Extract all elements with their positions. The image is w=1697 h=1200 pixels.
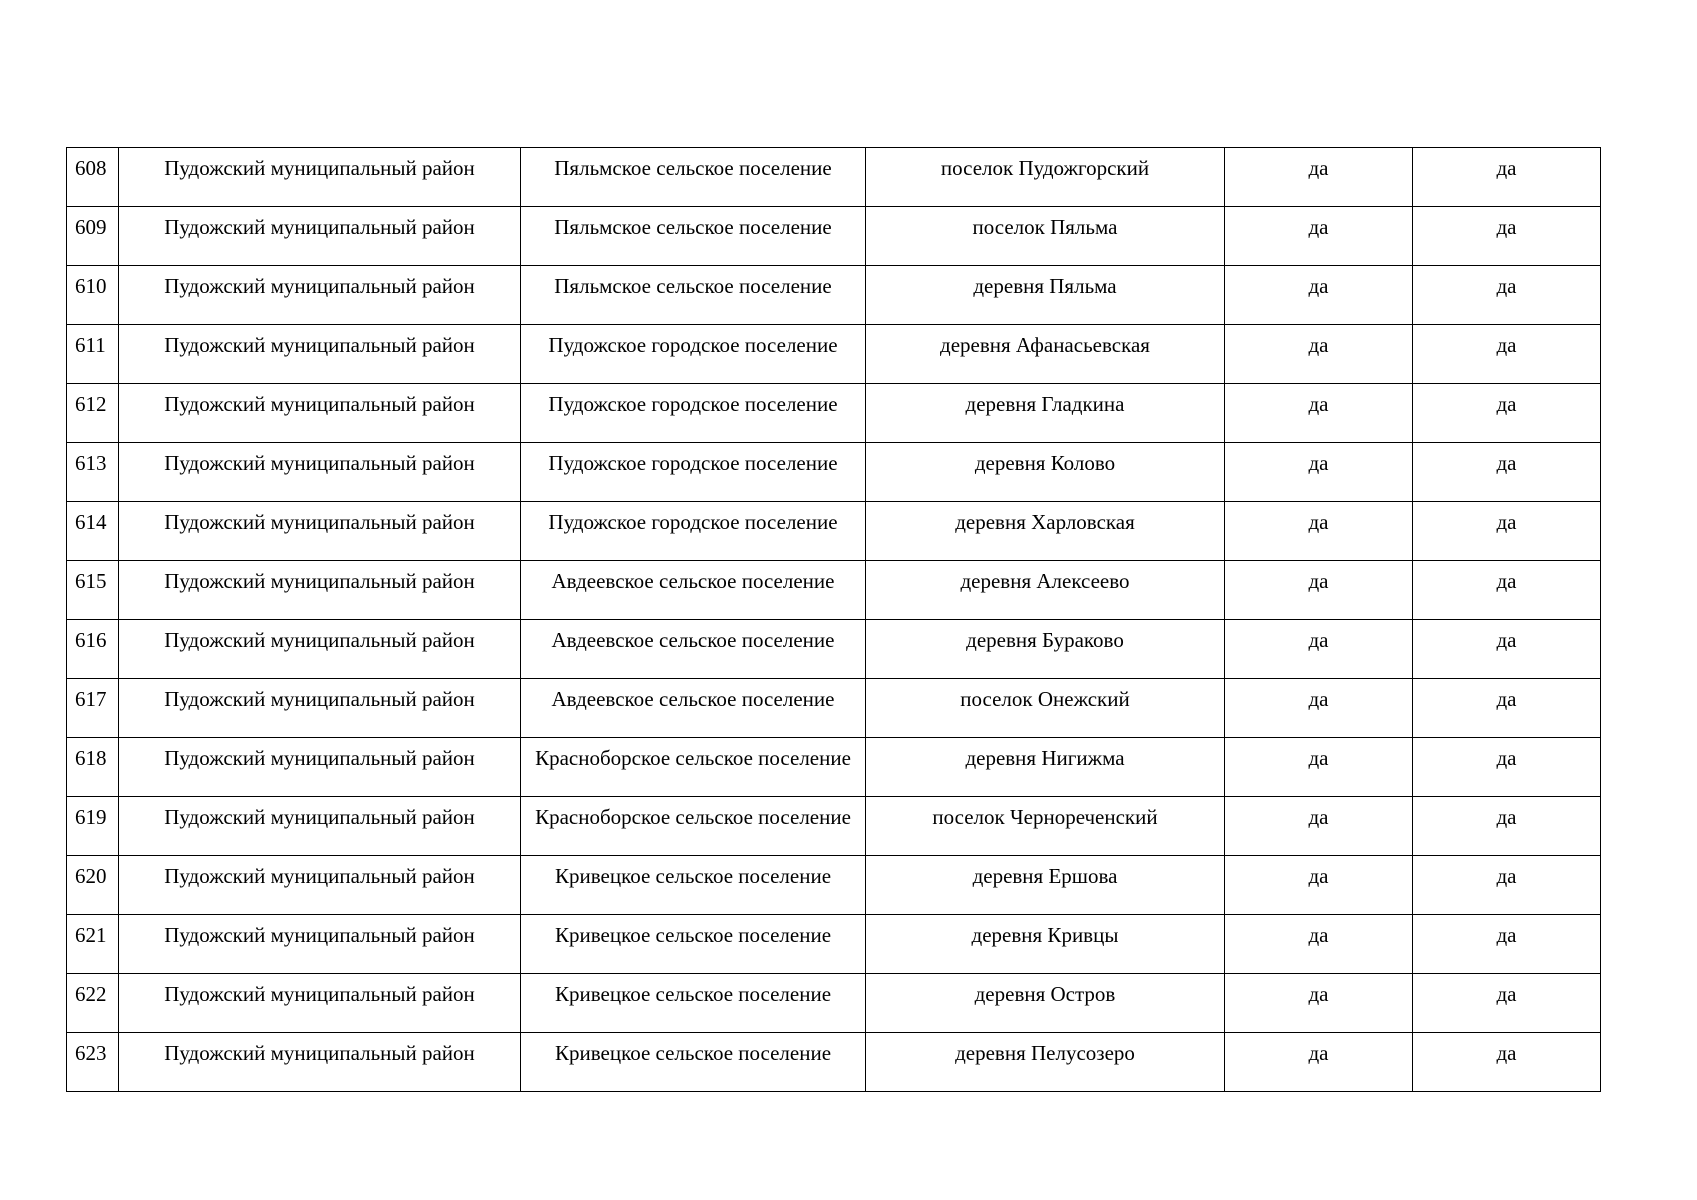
- flag1-cell: [1225, 325, 1413, 384]
- locality-cell-text: деревня Харловская: [955, 510, 1135, 534]
- flag2-cell: [1413, 856, 1601, 915]
- flag1-cell-text: да: [1308, 569, 1329, 593]
- district-cell-text: Пудожский муниципальный район: [164, 510, 475, 534]
- settlement-cell-text: Пудожское городское поселение: [548, 451, 838, 475]
- flag1-cell: [1225, 1033, 1413, 1092]
- flag2-cell-text: да: [1496, 569, 1517, 593]
- district-cell: [119, 679, 521, 738]
- district-cell: [119, 974, 521, 1033]
- row-number-cell: [67, 502, 119, 561]
- flag2-cell: [1413, 797, 1601, 856]
- row-number-cell-text: 623: [75, 1041, 107, 1065]
- flag1-cell-text: да: [1308, 687, 1329, 711]
- row-number-cell: [67, 384, 119, 443]
- flag2-cell: [1413, 561, 1601, 620]
- row-number-cell-text: 616: [75, 628, 107, 652]
- row-number-cell-text: 619: [75, 805, 107, 829]
- locality-cell-text: деревня Колово: [974, 451, 1116, 475]
- settlement-cell-text: Пяльмское сельское поселение: [554, 215, 832, 239]
- locality-cell-text: деревня Ершова: [972, 864, 1118, 888]
- table-row: [67, 443, 1601, 502]
- settlements-table: [66, 147, 1601, 1092]
- flag2-cell-text: да: [1496, 982, 1517, 1006]
- district-cell: [119, 561, 521, 620]
- flag2-cell-text: да: [1496, 333, 1517, 357]
- settlement-cell-text: Пудожское городское поселение: [548, 392, 838, 416]
- district-cell: [119, 856, 521, 915]
- flag1-cell: [1225, 915, 1413, 974]
- district-cell-text: Пудожский муниципальный район: [164, 451, 475, 475]
- district-cell: [119, 1033, 521, 1092]
- settlement-cell: [521, 502, 866, 561]
- flag2-cell: [1413, 207, 1601, 266]
- row-number-cell-text: 620: [75, 864, 107, 888]
- flag1-cell: [1225, 620, 1413, 679]
- row-number-cell: [67, 797, 119, 856]
- locality-cell: [866, 679, 1225, 738]
- flag2-cell: [1413, 502, 1601, 561]
- row-number-cell: [67, 443, 119, 502]
- table-row: [67, 207, 1601, 266]
- table-row: [67, 620, 1601, 679]
- row-number-cell: [67, 266, 119, 325]
- locality-cell: [866, 207, 1225, 266]
- row-number-cell-text: 611: [75, 333, 106, 357]
- flag1-cell-text: да: [1308, 628, 1329, 652]
- locality-cell-text: поселок Чернореченский: [932, 805, 1158, 829]
- flag2-cell-text: да: [1496, 392, 1517, 416]
- table-row: [67, 797, 1601, 856]
- locality-cell: [866, 384, 1225, 443]
- table-row: [67, 915, 1601, 974]
- district-cell-text: Пудожский муниципальный район: [164, 805, 475, 829]
- district-cell: [119, 325, 521, 384]
- flag2-cell: [1413, 266, 1601, 325]
- locality-cell-text: деревня Пяльма: [973, 274, 1117, 298]
- locality-cell-text: деревня Алексеево: [960, 569, 1130, 593]
- row-number-cell: [67, 679, 119, 738]
- locality-cell: [866, 1033, 1225, 1092]
- settlement-cell-text: Кривецкое сельское поселение: [554, 923, 832, 947]
- locality-cell: [866, 915, 1225, 974]
- flag2-cell-text: да: [1496, 274, 1517, 298]
- flag1-cell-text: да: [1308, 923, 1329, 947]
- flag2-cell: [1413, 443, 1601, 502]
- flag2-cell-text: да: [1496, 864, 1517, 888]
- row-number-cell: [67, 856, 119, 915]
- district-cell-text: Пудожский муниципальный район: [164, 923, 475, 947]
- flag1-cell-text: да: [1308, 864, 1329, 888]
- table-row: [67, 384, 1601, 443]
- flag1-cell-text: да: [1308, 746, 1329, 770]
- table-row: [67, 266, 1601, 325]
- flag2-cell-text: да: [1496, 156, 1517, 180]
- flag2-cell: [1413, 384, 1601, 443]
- locality-cell-text: деревня Афанасьевская: [940, 333, 1150, 357]
- settlement-cell: [521, 620, 866, 679]
- settlement-cell-text: Авдеевское сельское поселение: [551, 628, 835, 652]
- flag1-cell: [1225, 207, 1413, 266]
- flag1-cell-text: да: [1308, 451, 1329, 475]
- table-body: [67, 148, 1601, 1092]
- district-cell: [119, 915, 521, 974]
- table-row: [67, 856, 1601, 915]
- settlement-cell-text: Пудожское городское поселение: [548, 333, 838, 357]
- flag2-cell: [1413, 738, 1601, 797]
- locality-cell-text: поселок Пяльма: [972, 215, 1118, 239]
- settlement-cell-text: Красноборское сельское поселение: [535, 805, 851, 829]
- locality-cell: [866, 856, 1225, 915]
- district-cell: [119, 384, 521, 443]
- table-row: [67, 738, 1601, 797]
- locality-cell: [866, 266, 1225, 325]
- settlement-cell: [521, 443, 866, 502]
- flag1-cell-text: да: [1308, 392, 1329, 416]
- settlement-cell: [521, 856, 866, 915]
- flag1-cell-text: да: [1308, 510, 1329, 534]
- district-cell: [119, 502, 521, 561]
- flag2-cell-text: да: [1496, 805, 1517, 829]
- locality-cell: [866, 443, 1225, 502]
- row-number-cell: [67, 325, 119, 384]
- settlement-cell-text: Авдеевское сельское поселение: [551, 569, 835, 593]
- settlement-cell-text: Пудожское городское поселение: [548, 510, 838, 534]
- table-row: [67, 325, 1601, 384]
- settlement-cell: [521, 797, 866, 856]
- flag2-cell: [1413, 679, 1601, 738]
- row-number-cell-text: 613: [75, 451, 107, 475]
- settlement-cell: [521, 384, 866, 443]
- settlement-cell: [521, 974, 866, 1033]
- settlement-cell-text: Кривецкое сельское поселение: [554, 1041, 832, 1065]
- row-number-cell: [67, 738, 119, 797]
- locality-cell: [866, 974, 1225, 1033]
- locality-cell: [866, 797, 1225, 856]
- district-cell: [119, 266, 521, 325]
- district-cell: [119, 148, 521, 207]
- locality-cell-text: деревня Остров: [974, 982, 1116, 1006]
- settlement-cell: [521, 325, 866, 384]
- flag2-cell: [1413, 915, 1601, 974]
- flag1-cell-text: да: [1308, 1041, 1329, 1065]
- locality-cell-text: деревня Пелусозеро: [955, 1041, 1135, 1065]
- district-cell-text: Пудожский муниципальный район: [164, 628, 475, 652]
- district-cell-text: Пудожский муниципальный район: [164, 864, 475, 888]
- settlement-cell: [521, 1033, 866, 1092]
- flag1-cell-text: да: [1308, 215, 1329, 239]
- locality-cell-text: деревня Кривцы: [971, 923, 1119, 947]
- district-cell-text: Пудожский муниципальный район: [164, 215, 475, 239]
- district-cell: [119, 207, 521, 266]
- flag2-cell: [1413, 325, 1601, 384]
- flag1-cell: [1225, 384, 1413, 443]
- table-row: [67, 679, 1601, 738]
- table-row: [67, 561, 1601, 620]
- row-number-cell-text: 609: [75, 215, 107, 239]
- row-number-cell-text: 608: [75, 156, 107, 180]
- row-number-cell: [67, 915, 119, 974]
- district-cell: [119, 738, 521, 797]
- locality-cell: [866, 561, 1225, 620]
- flag1-cell-text: да: [1308, 805, 1329, 829]
- flag1-cell: [1225, 974, 1413, 1033]
- district-cell-text: Пудожский муниципальный район: [164, 746, 475, 770]
- locality-cell-text: деревня Гладкина: [965, 392, 1125, 416]
- district-cell-text: Пудожский муниципальный район: [164, 1041, 475, 1065]
- row-number-cell-text: 615: [75, 569, 107, 593]
- district-cell-text: Пудожский муниципальный район: [164, 274, 475, 298]
- row-number-cell-text: 622: [75, 982, 107, 1006]
- flag2-cell-text: да: [1496, 1041, 1517, 1065]
- settlement-cell: [521, 679, 866, 738]
- locality-cell: [866, 502, 1225, 561]
- flag2-cell: [1413, 148, 1601, 207]
- settlement-cell: [521, 207, 866, 266]
- flag1-cell: [1225, 443, 1413, 502]
- settlement-cell-text: Пяльмское сельское поселение: [554, 274, 832, 298]
- district-cell-text: Пудожский муниципальный район: [164, 333, 475, 357]
- row-number-cell-text: 617: [75, 687, 107, 711]
- locality-cell-text: деревня Нигижма: [965, 746, 1125, 770]
- settlement-cell-text: Авдеевское сельское поселение: [551, 687, 835, 711]
- locality-cell: [866, 148, 1225, 207]
- settlement-cell: [521, 738, 866, 797]
- flag2-cell-text: да: [1496, 510, 1517, 534]
- row-number-cell-text: 612: [75, 392, 107, 416]
- row-number-cell: [67, 207, 119, 266]
- district-cell: [119, 797, 521, 856]
- flag2-cell-text: да: [1496, 215, 1517, 239]
- table-row: [67, 148, 1601, 207]
- table-row: [67, 502, 1601, 561]
- settlement-cell-text: Кривецкое сельское поселение: [554, 864, 832, 888]
- locality-cell-text: деревня Бураково: [966, 628, 1124, 652]
- locality-cell-text: поселок Пудожгорский: [940, 156, 1150, 180]
- district-cell: [119, 443, 521, 502]
- flag1-cell: [1225, 266, 1413, 325]
- flag2-cell: [1413, 974, 1601, 1033]
- flag2-cell-text: да: [1496, 746, 1517, 770]
- flag2-cell-text: да: [1496, 687, 1517, 711]
- flag1-cell: [1225, 148, 1413, 207]
- flag1-cell-text: да: [1308, 156, 1329, 180]
- locality-cell-text: поселок Онежский: [960, 687, 1130, 711]
- district-cell-text: Пудожский муниципальный район: [164, 687, 475, 711]
- flag2-cell: [1413, 1033, 1601, 1092]
- flag2-cell: [1413, 620, 1601, 679]
- row-number-cell-text: 610: [75, 274, 107, 298]
- settlement-cell-text: Кривецкое сельское поселение: [554, 982, 832, 1006]
- settlement-cell: [521, 148, 866, 207]
- row-number-cell: [67, 1033, 119, 1092]
- table-row: [67, 1033, 1601, 1092]
- district-cell: [119, 620, 521, 679]
- row-number-cell: [67, 620, 119, 679]
- district-cell-text: Пудожский муниципальный район: [164, 569, 475, 593]
- settlement-cell: [521, 561, 866, 620]
- settlement-cell: [521, 266, 866, 325]
- settlement-cell-text: Красноборское сельское поселение: [535, 746, 851, 770]
- district-cell-text: Пудожский муниципальный район: [164, 392, 475, 416]
- settlement-cell: [521, 915, 866, 974]
- flag1-cell: [1225, 797, 1413, 856]
- flag1-cell: [1225, 856, 1413, 915]
- table-row: [67, 974, 1601, 1033]
- flag1-cell-text: да: [1308, 274, 1329, 298]
- row-number-cell: [67, 148, 119, 207]
- flag1-cell: [1225, 738, 1413, 797]
- district-cell-text: Пудожский муниципальный район: [164, 982, 475, 1006]
- row-number-cell: [67, 561, 119, 620]
- flag1-cell: [1225, 502, 1413, 561]
- row-number-cell-text: 621: [75, 923, 107, 947]
- row-number-cell-text: 618: [75, 746, 107, 770]
- locality-cell: [866, 620, 1225, 679]
- flag2-cell-text: да: [1496, 923, 1517, 947]
- row-number-cell: [67, 974, 119, 1033]
- locality-cell: [866, 738, 1225, 797]
- district-cell-text: Пудожский муниципальный район: [164, 156, 475, 180]
- row-number-cell-text: 614: [75, 510, 107, 534]
- flag2-cell-text: да: [1496, 628, 1517, 652]
- flag1-cell-text: да: [1308, 333, 1329, 357]
- flag1-cell-text: да: [1308, 982, 1329, 1006]
- flag1-cell: [1225, 679, 1413, 738]
- locality-cell: [866, 325, 1225, 384]
- flag1-cell: [1225, 561, 1413, 620]
- settlement-cell-text: Пяльмское сельское поселение: [554, 156, 832, 180]
- flag2-cell-text: да: [1496, 451, 1517, 475]
